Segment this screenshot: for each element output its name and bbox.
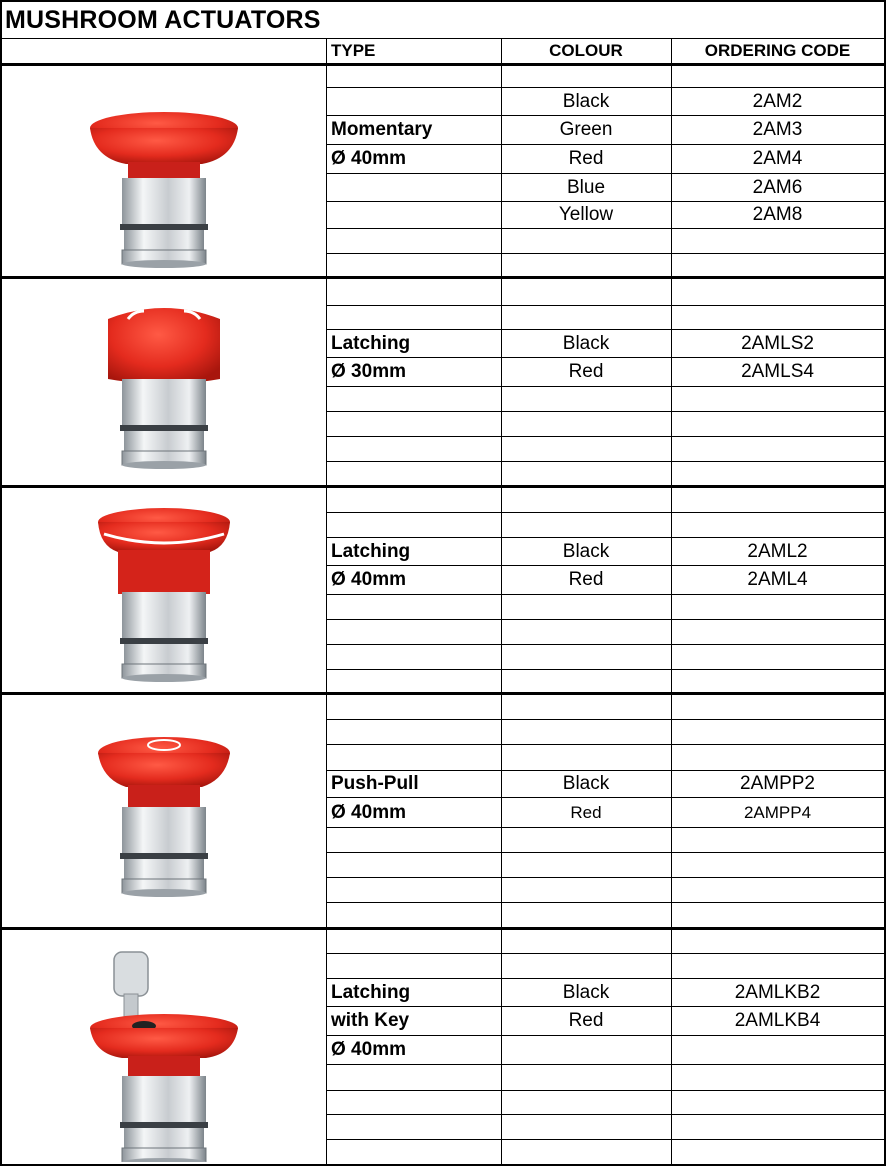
colour-cell: Red bbox=[568, 1010, 604, 1031]
type-label: Ø 40mm bbox=[331, 569, 406, 590]
row-divider bbox=[326, 619, 884, 620]
row-divider bbox=[326, 357, 884, 358]
colour-cell: Green bbox=[559, 119, 613, 140]
header-divider bbox=[501, 39, 502, 64]
ordering-code-cell: 2AM2 bbox=[752, 90, 803, 112]
ordering-code-cell: 2AM8 bbox=[752, 204, 803, 225]
row-divider bbox=[326, 411, 884, 412]
row-divider bbox=[326, 1035, 884, 1036]
ordering-code-cell: 2AM3 bbox=[752, 119, 803, 140]
type-label: Latching bbox=[331, 981, 411, 1003]
colour-cell: Black bbox=[562, 773, 610, 794]
row-divider bbox=[326, 386, 884, 387]
colour-cell: Red bbox=[568, 569, 604, 590]
table-border-left bbox=[0, 0, 2, 1166]
colour-cell: Yellow bbox=[558, 204, 614, 225]
header-ordering-code: ORDERING CODE bbox=[704, 41, 851, 60]
type-label: Ø 30mm bbox=[331, 361, 406, 382]
header-colour: COLOUR bbox=[549, 41, 623, 60]
row-divider bbox=[326, 1006, 884, 1007]
colour-cell: Black bbox=[562, 540, 610, 562]
colour-cell: Red bbox=[568, 148, 604, 169]
row-divider bbox=[326, 827, 884, 828]
colour-cell: Black bbox=[562, 90, 610, 112]
colour-cell: Blue bbox=[566, 176, 606, 198]
ordering-code-cell: 2AMLKB2 bbox=[734, 981, 821, 1003]
ordering-code-cell: 2AML4 bbox=[747, 569, 808, 590]
latching-30mm-mushroom-button-icon bbox=[4, 279, 324, 484]
row-divider bbox=[326, 1114, 884, 1115]
row-divider bbox=[326, 744, 884, 745]
row-divider bbox=[326, 1139, 884, 1140]
type-label: Ø 40mm bbox=[331, 148, 406, 169]
column-divider bbox=[671, 928, 672, 1164]
column-divider bbox=[501, 928, 502, 1164]
table-title: MUSHROOM ACTUATORS bbox=[0, 0, 886, 39]
row-divider bbox=[326, 436, 884, 437]
type-label: Ø 40mm bbox=[331, 1039, 406, 1060]
row-divider bbox=[326, 1090, 884, 1091]
type-label: Ø 40mm bbox=[331, 801, 406, 823]
colour-cell: Red bbox=[570, 802, 602, 822]
row-divider bbox=[326, 852, 884, 853]
row-divider bbox=[326, 594, 884, 595]
row-divider bbox=[326, 228, 884, 229]
ordering-code-cell: 2AM6 bbox=[752, 176, 803, 198]
type-label: Latching bbox=[331, 540, 411, 562]
row-divider bbox=[326, 461, 884, 462]
row-divider bbox=[326, 253, 884, 254]
type-label: Momentary bbox=[331, 119, 433, 140]
ordering-code-cell: 2AMLKB4 bbox=[734, 1010, 821, 1031]
row-divider bbox=[326, 953, 884, 954]
latching-40mm-mushroom-button-icon bbox=[4, 488, 324, 691]
column-divider bbox=[326, 64, 327, 277]
row-divider bbox=[326, 797, 884, 798]
row-divider bbox=[326, 115, 884, 116]
colour-cell: Red bbox=[568, 361, 604, 382]
row-divider bbox=[326, 305, 884, 306]
type-label: Push-Pull bbox=[331, 773, 419, 794]
header-type: TYPE bbox=[331, 41, 376, 60]
column-divider bbox=[326, 486, 327, 693]
ordering-code-cell: 2AMLS4 bbox=[741, 361, 814, 382]
row-divider bbox=[326, 1064, 884, 1065]
header-divider bbox=[326, 39, 327, 64]
row-divider bbox=[326, 644, 884, 645]
row-divider bbox=[326, 565, 884, 566]
column-divider bbox=[326, 693, 327, 928]
ordering-code-cell: 2AMPP4 bbox=[743, 802, 812, 822]
key-latching-mushroom-button-icon bbox=[4, 930, 324, 1162]
ordering-code-cell: 2AMLS2 bbox=[741, 332, 814, 354]
row-divider bbox=[326, 877, 884, 878]
colour-cell: Black bbox=[562, 332, 610, 354]
row-divider bbox=[326, 902, 884, 903]
type-label: with Key bbox=[331, 1010, 410, 1031]
colour-cell: Black bbox=[562, 981, 610, 1003]
header-divider bbox=[671, 39, 672, 64]
title-divider bbox=[0, 38, 886, 39]
row-divider bbox=[326, 719, 884, 720]
push-pull-mushroom-button-icon bbox=[4, 695, 324, 926]
type-label: Latching bbox=[331, 332, 411, 354]
ordering-code-cell: 2AML2 bbox=[747, 540, 808, 562]
row-divider bbox=[326, 144, 884, 145]
ordering-code-cell: 2AM4 bbox=[752, 148, 803, 169]
momentary-mushroom-button-icon bbox=[4, 66, 324, 275]
column-divider bbox=[326, 928, 327, 1164]
column-divider bbox=[326, 277, 327, 486]
row-divider bbox=[326, 512, 884, 513]
row-divider bbox=[326, 669, 884, 670]
ordering-code-cell: 2AMPP2 bbox=[740, 773, 815, 794]
